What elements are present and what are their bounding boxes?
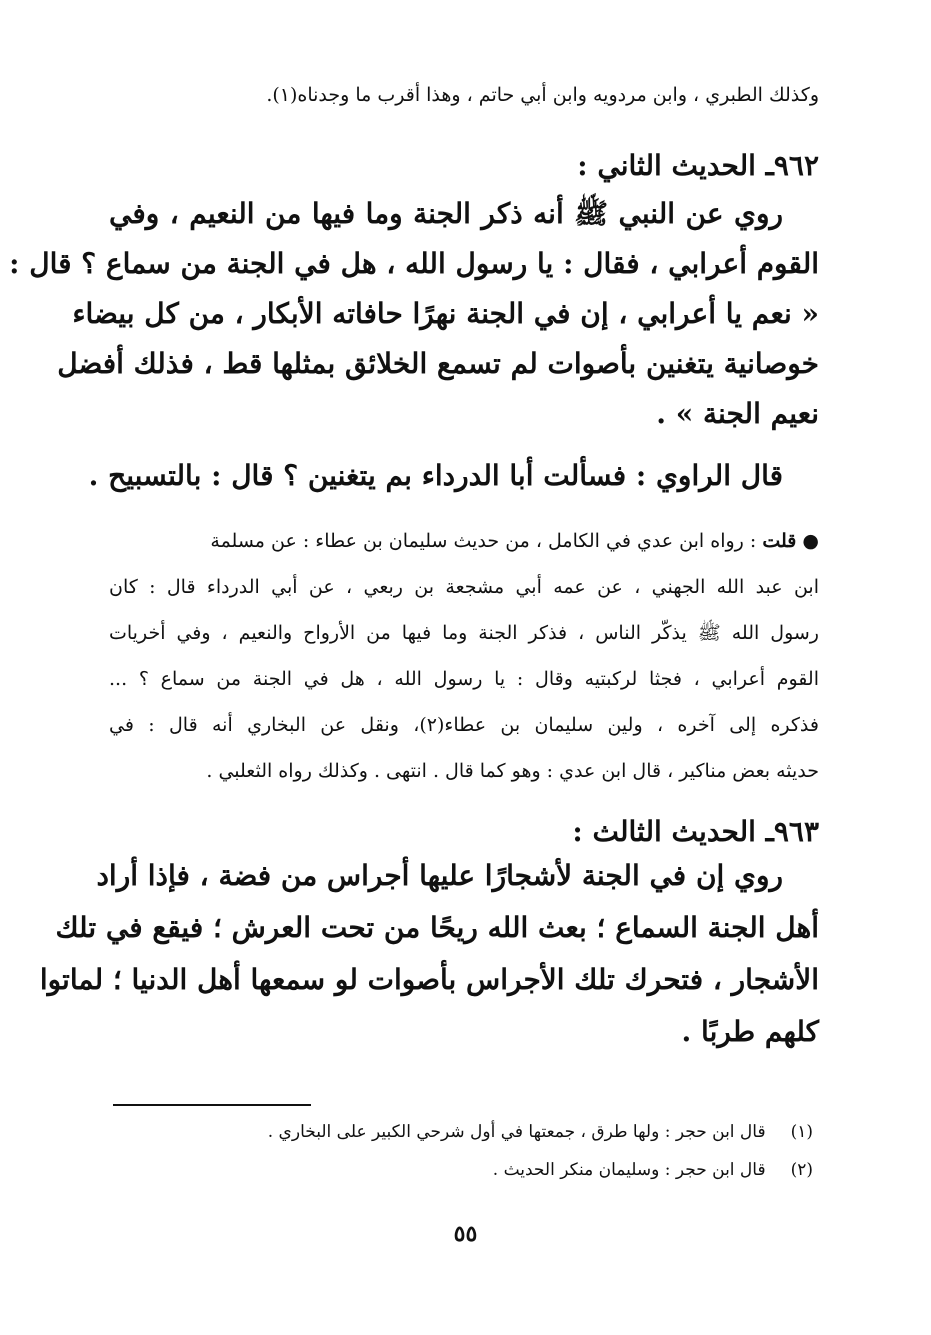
hadith-3-heading: ٩٦٣ـ الحديث الثالث : xyxy=(572,815,819,848)
footnote-1 xyxy=(103,1124,813,1141)
hadith-2-line-5: نعيم الجنة » . xyxy=(656,397,819,430)
hadith-2-line-2: القوم أعرابي ، فقال : يا رسول الله ، هل في الجنة من سماع ؟ قال : xyxy=(9,247,819,280)
hadith-3-line-4: كلهم طربًا . xyxy=(681,1015,819,1048)
commentary-line-5: فذكره إلى آخره ، ولين سليمان بن عطاء(٢)، ونقل عن البخاري أنه قال : في xyxy=(109,714,819,736)
footnote-divider xyxy=(113,1104,311,1106)
footnote-2-text: قال ابن حجر : وسليمان منكر الحديث . xyxy=(492,1160,766,1180)
commentary-line-6: حديثه بعض مناكير ، قال ابن عدي : وهو كما قال . انتهى . وكذلك رواه الثعلبي . xyxy=(206,760,819,782)
commentary-line-1 xyxy=(109,532,819,551)
hadith-2-line-3: « نعم يا أعرابي ، إن في الجنة نهرًا حافاته الأبكار ، من كل بيضاء xyxy=(72,297,819,330)
footnote-2 xyxy=(103,1162,813,1179)
footnote-2-number: (٢) xyxy=(790,1160,813,1180)
top-line: وكذلك الطبري ، وابن مردويه وابن أبي حاتم ، وهذا أقرب ما وجدناه(١). xyxy=(266,84,819,106)
commentary-lead: قلت xyxy=(762,530,797,552)
hadith-2-line-1: روي عن النبي ﷺ أنه ذكر الجنة وما فيها من النعيم ، وفي xyxy=(109,197,783,230)
commentary-line-4: القوم أعرابي ، فجثا لركبتيه وقال : يا رسول الله ، هل في الجنة من سماع ؟ ... xyxy=(109,668,819,690)
hadith-3-line-1: روي إن في الجنة لأشجارًا عليها أجراس من فضة ، فإذا أراد xyxy=(96,859,783,892)
hadith-3-line-2: أهل الجنة السماع ؛ بعث الله ريحًا من تحت العرش ؛ فيقع في تلك xyxy=(55,911,819,944)
commentary-text-1: : رواه ابن عدي في الكامل ، من حديث سليمان بن عطاء : عن مسلمة xyxy=(210,530,757,552)
hadith-3-line-3: الأشجار ، فتحرك تلك الأجراس بأصوات لو سمعها أهل الدنيا ؛ لماتوا xyxy=(39,963,819,996)
hadith-2-line-4: خوصانية يتغنين بأصوات لم تسمع الخلائق بمثلها قط ، فذلك أفضل xyxy=(57,347,819,380)
footnote-1-text: قال ابن حجر : ولها طرق ، جمعتها في أول شرحي الكبير على البخاري . xyxy=(267,1122,766,1142)
commentary-line-2: ابن عبد الله الجهني ، عن عمه أبي مشجعة بن ربعي ، عن أبي الدرداء قال : كان xyxy=(109,576,819,598)
bullet-icon: ● xyxy=(802,530,819,552)
hadith-2-heading: ٩٦٢ـ الحديث الثاني : xyxy=(577,149,819,182)
narrator-line: قال الراوي : فسألت أبا الدرداء بم يتغنين ؟ قال : بالتسبيح . xyxy=(88,459,783,492)
page-number: ٥٥ xyxy=(453,1221,478,1247)
footnote-1-number: (١) xyxy=(790,1122,813,1142)
commentary-line-3: رسول الله ﷺ يذكّر الناس ، فذكر الجنة وما فيها من الأرواح والنعيم ، وفي أخريات xyxy=(109,622,819,644)
